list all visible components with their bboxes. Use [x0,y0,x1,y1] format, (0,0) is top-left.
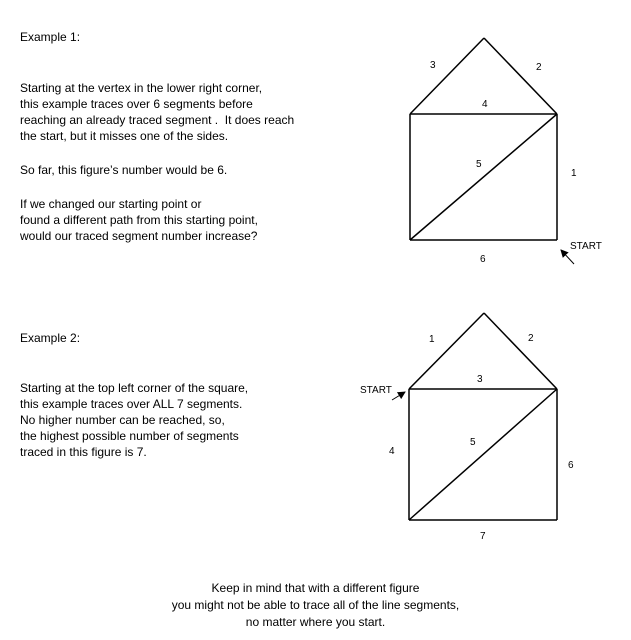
segment-label-5: 5 [476,159,482,170]
segment-label-2: 2 [528,333,534,344]
start-arrow [392,392,405,400]
segment-label-1: 1 [429,334,435,345]
segment-label-3: 3 [477,374,483,385]
text-line: the highest possible number of segments [20,429,239,443]
footer-note [0,580,631,631]
text-line: If we changed our starting point or [20,197,202,211]
text-line: this example traces over ALL 7 segments. [20,397,243,411]
segment-label-1: 1 [571,168,577,179]
text-line: traced in this figure is 7. [20,445,147,459]
text-line: reaching an already traced segment . It does reach [20,113,295,127]
segment-label-5: 5 [470,437,476,448]
start-label: START [360,385,392,396]
segment-label-6: 6 [568,460,574,471]
start-label: START [570,241,602,252]
text-line: no matter where you start. [245,615,386,629]
roof-right-segment [484,38,557,114]
diagonal-segment [409,389,557,520]
text-line: Keep in mind that with a different figure [211,581,420,595]
segment-label-2: 2 [536,62,542,73]
segment-label-4: 4 [389,446,395,457]
example1-house-figure [410,38,574,264]
text-line: So far, this figure’s number would be 6. [20,163,228,177]
example2-heading: Example 2: [20,331,81,345]
text-line: the start, but it misses one of the sides. [20,129,229,143]
text-line: would our traced segment number increase? [20,229,258,243]
roof-right-segment [484,313,557,389]
text-line: you might not be able to trace all of the line segments, [171,598,460,612]
roof-left-segment [409,313,484,389]
diagonal-segment [410,114,557,240]
text-line: Starting at the top left corner of the square, [20,381,249,395]
segment-label-6: 6 [480,254,486,265]
text-line: found a different path from this starting point, [20,213,258,227]
segment-label-7: 7 [480,531,486,542]
roof-left-segment [410,38,484,114]
segment-label-3: 3 [430,60,436,71]
segment-label-4: 4 [482,99,488,110]
example1-heading: Example 1: [20,30,81,44]
start-arrow [561,250,574,264]
example2-house-figure [392,313,557,520]
text-line: Starting at the vertex in the lower right corner, [20,81,263,95]
text-line: this example traces over 6 segments before [20,97,253,111]
text-line: No higher number can be reached, so, [20,413,225,427]
